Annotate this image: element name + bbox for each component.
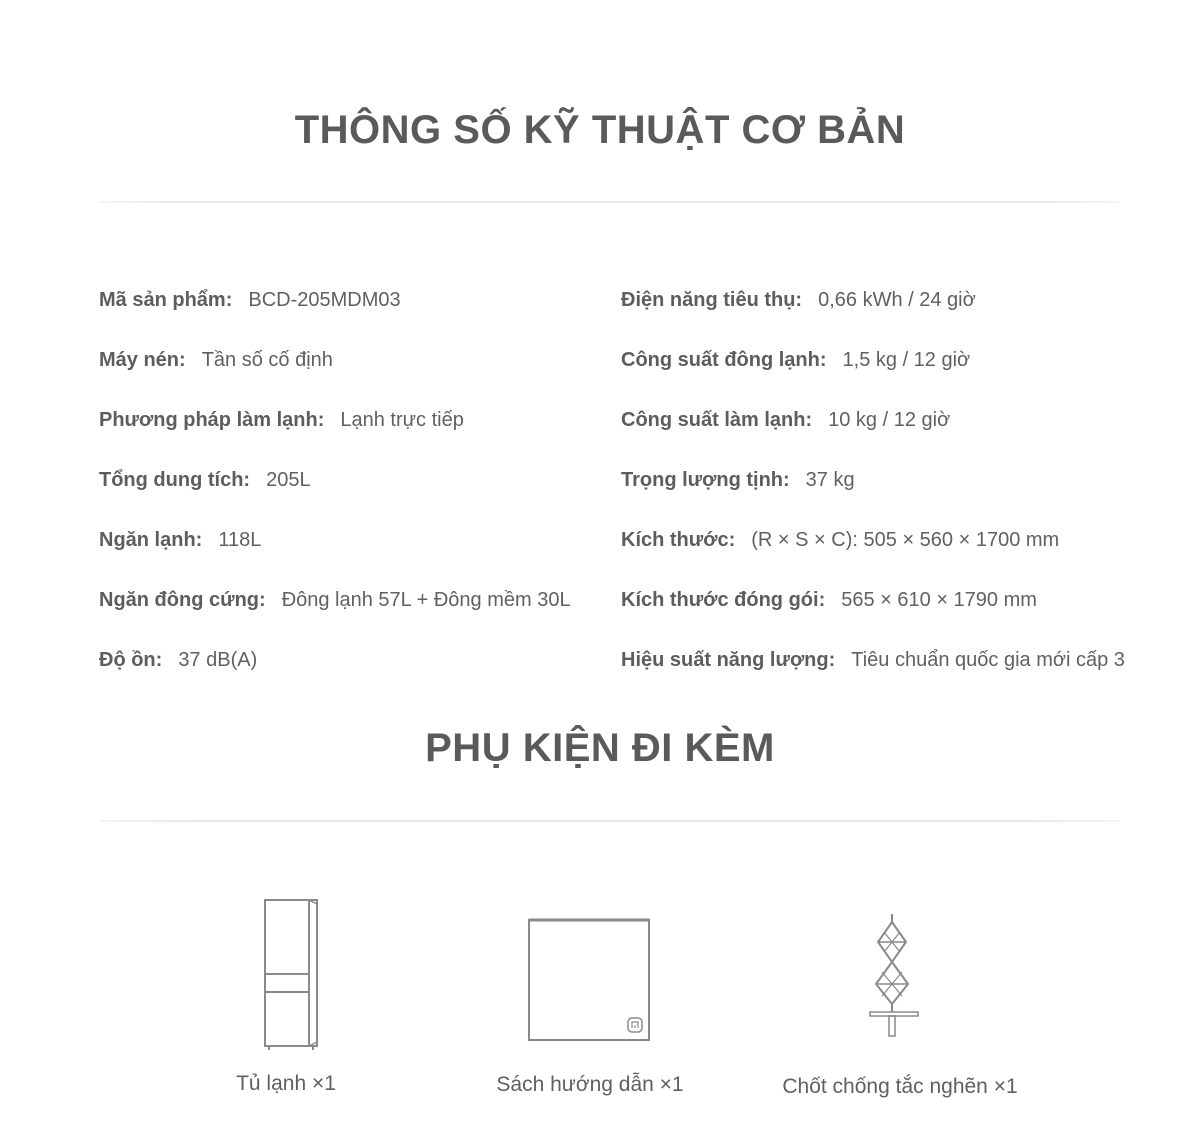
spec-label: Kích thước đóng gói: — [621, 589, 826, 611]
spec-row-net-weight — [621, 465, 1125, 525]
accessory-label-manual: Sách hướng dẫn ×1 — [496, 1073, 684, 1096]
spec-value: Đông lạnh 57L + Đông mềm 30L — [281, 589, 571, 611]
spec-label: Độ ồn: — [99, 649, 163, 671]
spec-row-dimensions — [621, 525, 1125, 585]
spec-value: 37 kg — [805, 469, 855, 491]
spec-label: Trọng lượng tịnh: — [621, 469, 790, 491]
spec-label: Công suất đông lạnh: — [621, 349, 827, 371]
spec-label: Tổng dung tích: — [99, 469, 251, 491]
spec-label: Ngăn lạnh: — [99, 529, 203, 551]
spec-value: 565 × 610 × 1790 mm — [841, 589, 1037, 611]
spec-row-package-dimensions — [621, 585, 1125, 645]
spec-label: Hiệu suất năng lượng: — [621, 649, 836, 671]
accessory-label-anti-clog-pin: Chốt chống tắc nghẽn ×1 — [782, 1075, 1018, 1098]
spec-row-cooling-capacity — [621, 405, 1125, 465]
spec-value: Lạnh trực tiếp — [340, 409, 464, 431]
specs-right-column — [621, 285, 1125, 705]
spec-row-freezing-capacity — [621, 345, 1125, 405]
spec-label: Ngăn đông cứng: — [99, 589, 266, 611]
accessory-label-refrigerator: Tủ lạnh ×1 — [236, 1072, 336, 1095]
manual-book-icon — [524, 914, 654, 1049]
spec-row-noise — [99, 645, 571, 705]
spec-row-power-consumption — [621, 285, 1125, 345]
refrigerator-icon — [258, 898, 324, 1057]
anti-clog-pin-icon — [860, 912, 924, 1043]
spec-value: 10 kg / 12 giờ — [828, 409, 951, 431]
spec-row-fridge-compartment — [99, 525, 571, 585]
spec-value: 205L — [266, 469, 311, 491]
spec-label: Điện năng tiêu thụ: — [621, 289, 803, 311]
spec-row-total-capacity — [99, 465, 571, 525]
spec-value: 118L — [218, 529, 262, 551]
specs-left-column — [99, 285, 571, 705]
spec-row-cooling-method — [99, 405, 571, 465]
spec-value: 0,66 kWh / 24 giờ — [818, 289, 976, 311]
spec-label: Công suất làm lạnh: — [621, 409, 813, 431]
spec-value: (R × S × C): 505 × 560 × 1700 mm — [751, 529, 1060, 551]
accessories-section-title: PHỤ KIỆN ĐI KÈM — [425, 726, 775, 770]
spec-label: Phương pháp làm lạnh: — [99, 409, 325, 431]
specs-section-title: THÔNG SỐ KỸ THUẬT CƠ BẢN — [294, 108, 906, 152]
spec-row-energy-efficiency — [621, 645, 1125, 705]
spec-value: 1,5 kg / 12 giờ — [842, 349, 971, 371]
accessories-divider — [100, 820, 1120, 822]
spec-row-compressor — [99, 345, 571, 405]
spec-label: Kích thước: — [621, 529, 736, 551]
spec-value: 37 dB(A) — [178, 649, 258, 671]
spec-value: BCD-205MDM03 — [248, 289, 401, 311]
specs-divider — [100, 201, 1120, 203]
spec-value: Tiêu chuẩn quốc gia mới cấp 3 — [851, 649, 1125, 671]
spec-label: Mã sản phẩm: — [99, 289, 233, 311]
spec-label: Máy nén: — [99, 349, 186, 371]
spec-value: Tần số cố định — [201, 349, 333, 371]
spec-row-model — [99, 285, 571, 345]
spec-row-freezer-compartment — [99, 585, 571, 645]
